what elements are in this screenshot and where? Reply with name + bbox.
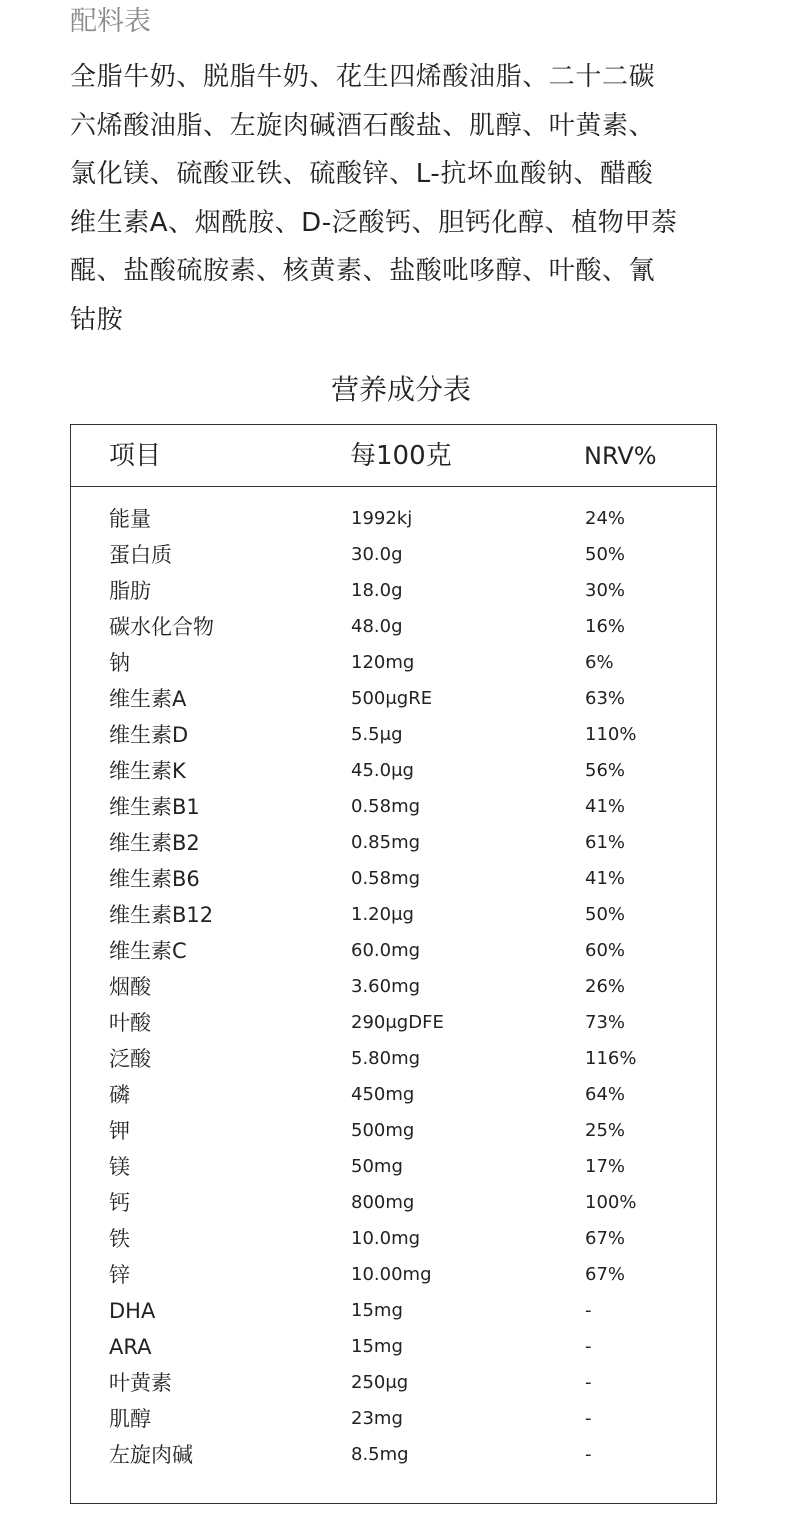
table-row <box>71 753 716 789</box>
table-row <box>71 1329 716 1365</box>
nutrient-nrv: 50% <box>585 544 626 565</box>
ingredients-list <box>70 53 725 345</box>
table-row <box>71 1149 716 1185</box>
nutrient-nrv: - <box>585 1300 592 1321</box>
nutrient-name: 钾 <box>109 1119 130 1143</box>
nutrient-amount: 60.0mg <box>351 940 421 961</box>
nutrient-name: ARA <box>109 1335 152 1359</box>
ingredients-line: 氯化镁、硫酸亚铁、硫酸锌、L-抗坏血酸钠、醋酸 <box>70 159 654 190</box>
nutrient-amount: 0.85mg <box>351 832 421 853</box>
nutrient-amount: 18.0g <box>351 580 403 601</box>
nutrition-table-body <box>71 501 716 1473</box>
nutrient-nrv: 6% <box>585 652 614 673</box>
nutrient-name: 钙 <box>109 1191 130 1215</box>
nutrient-name: 维生素K <box>109 759 186 783</box>
nutrient-name: 维生素C <box>109 939 187 963</box>
nutrient-name: 维生素D <box>109 723 189 747</box>
nutrient-amount: 500mg <box>351 1120 415 1141</box>
table-row <box>71 969 716 1005</box>
table-row <box>71 897 716 933</box>
ingredients-heading: 配料表 <box>70 6 151 37</box>
nutrient-name: 维生素B2 <box>109 831 200 855</box>
ingredients-line: 钴胺 <box>70 304 124 335</box>
nutrient-name: 锌 <box>109 1263 130 1287</box>
nutrient-amount: 30.0g <box>351 544 403 565</box>
nutrient-name: 泛酸 <box>109 1047 151 1071</box>
nutrient-amount: 5.5μg <box>351 724 403 745</box>
nutrient-amount: 450mg <box>351 1084 415 1105</box>
nutrient-amount: 23mg <box>351 1408 403 1429</box>
nutrient-amount: 50mg <box>351 1156 403 1177</box>
ingredients-line: 醌、盐酸硫胺素、核黄素、盐酸吡哆醇、叶酸、氰 <box>70 256 656 287</box>
table-row <box>71 933 716 969</box>
table-row <box>71 1257 716 1293</box>
nutrient-name: 烟酸 <box>109 975 151 999</box>
nutrient-name: 镁 <box>109 1155 130 1179</box>
nutrient-amount: 1992kj <box>351 508 413 529</box>
nutrient-name: DHA <box>109 1299 156 1323</box>
table-row <box>71 1293 716 1329</box>
table-row <box>71 1437 716 1473</box>
nutrient-nrv: 64% <box>585 1084 626 1105</box>
nutrient-nrv: 73% <box>585 1012 626 1033</box>
nutrient-amount: 8.5mg <box>351 1444 409 1465</box>
nutrition-table <box>70 424 717 1504</box>
nutrient-name: 脂肪 <box>109 579 151 603</box>
table-row <box>71 825 716 861</box>
nutrient-amount: 48.0g <box>351 616 403 637</box>
nutrient-name: 蛋白质 <box>109 543 172 567</box>
nutrient-amount: 15mg <box>351 1336 403 1357</box>
nutrient-name: 磷 <box>109 1083 130 1107</box>
table-row <box>71 609 716 645</box>
nutrient-nrv: 100% <box>585 1192 637 1213</box>
table-row <box>71 1221 716 1257</box>
nutrient-name: 维生素B6 <box>109 867 200 891</box>
nutrient-name: 维生素B12 <box>109 903 214 927</box>
nutrient-amount: 250μg <box>351 1372 409 1393</box>
nutrient-nrv: 116% <box>585 1048 637 1069</box>
nutrient-nrv: - <box>585 1444 592 1465</box>
nutrient-amount: 1.20μg <box>351 904 414 925</box>
table-row <box>71 1041 716 1077</box>
nutrient-name: 左旋肉碱 <box>109 1443 193 1467</box>
nutrient-nrv: 25% <box>585 1120 626 1141</box>
nutrient-nrv: 17% <box>585 1156 626 1177</box>
nutrient-amount: 500μgRE <box>351 688 433 709</box>
nutrient-nrv: 56% <box>585 760 626 781</box>
nutrient-nrv: 67% <box>585 1228 626 1249</box>
nutrient-amount: 5.80mg <box>351 1048 421 1069</box>
ingredients-line: 全脂牛奶、脱脂牛奶、花生四烯酸油脂、二十二碳 <box>70 62 656 92</box>
nutrient-nrv: 63% <box>585 688 626 709</box>
nutrient-name: 碳水化合物 <box>109 615 214 639</box>
table-row <box>71 789 716 825</box>
nutrient-name: 叶酸 <box>109 1011 151 1035</box>
nutrient-nrv: - <box>585 1336 592 1357</box>
nutrient-nrv: 26% <box>585 976 626 997</box>
header-nrv: NRV% <box>584 442 657 470</box>
table-row <box>71 717 716 753</box>
nutrient-name: 钠 <box>109 651 130 675</box>
nutrient-amount: 800mg <box>351 1192 415 1213</box>
nutrient-amount: 290μgDFE <box>351 1012 444 1033</box>
nutrient-amount: 45.0μg <box>351 760 414 781</box>
header-amount-per-100g: 每100克 <box>350 441 452 471</box>
nutrient-name: 铁 <box>109 1227 130 1251</box>
nutrition-table-header <box>71 425 716 487</box>
nutrient-amount: 120mg <box>351 652 415 673</box>
nutrient-nrv: 24% <box>585 508 626 529</box>
nutrient-amount: 3.60mg <box>351 976 421 997</box>
ingredients-line: 六烯酸油脂、左旋肉碱酒石酸盐、肌醇、叶黄素、 <box>70 110 656 141</box>
nutrient-nrv: 41% <box>585 868 626 889</box>
nutrient-nrv: 30% <box>585 580 626 601</box>
table-row <box>71 681 716 717</box>
nutrient-nrv: 50% <box>585 904 626 925</box>
table-row <box>71 645 716 681</box>
table-row <box>71 1005 716 1041</box>
nutrient-nrv: - <box>585 1372 592 1393</box>
table-row <box>71 1401 716 1437</box>
nutrient-nrv: 110% <box>585 724 637 745</box>
table-row <box>71 573 716 609</box>
table-row <box>71 861 716 897</box>
table-row <box>71 1365 716 1401</box>
nutrient-name: 能量 <box>109 507 151 531</box>
nutrition-table-title: 营养成分表 <box>330 373 471 406</box>
nutrient-name: 维生素B1 <box>109 795 200 819</box>
table-row <box>71 537 716 573</box>
nutrient-amount: 10.00mg <box>351 1264 432 1285</box>
header-item: 项目 <box>109 441 162 471</box>
nutrient-amount: 0.58mg <box>351 796 421 817</box>
table-row <box>71 501 716 537</box>
table-row <box>71 1077 716 1113</box>
nutrient-name: 叶黄素 <box>109 1371 172 1395</box>
nutrient-name: 维生素A <box>109 687 187 711</box>
nutrient-name: 肌醇 <box>109 1407 151 1431</box>
nutrient-amount: 10.0mg <box>351 1228 421 1249</box>
nutrient-nrv: 60% <box>585 940 626 961</box>
ingredients-line: 维生素A、烟酰胺、D-泛酸钙、胆钙化醇、植物甲萘 <box>70 207 678 238</box>
nutrient-nrv: 16% <box>585 616 626 637</box>
nutrient-nrv: 41% <box>585 796 626 817</box>
nutrient-amount: 0.58mg <box>351 868 421 889</box>
nutrient-nrv: - <box>585 1408 592 1429</box>
table-row <box>71 1185 716 1221</box>
nutrient-nrv: 67% <box>585 1264 626 1285</box>
table-row <box>71 1113 716 1149</box>
nutrient-amount: 15mg <box>351 1300 403 1321</box>
nutrient-nrv: 61% <box>585 832 626 853</box>
